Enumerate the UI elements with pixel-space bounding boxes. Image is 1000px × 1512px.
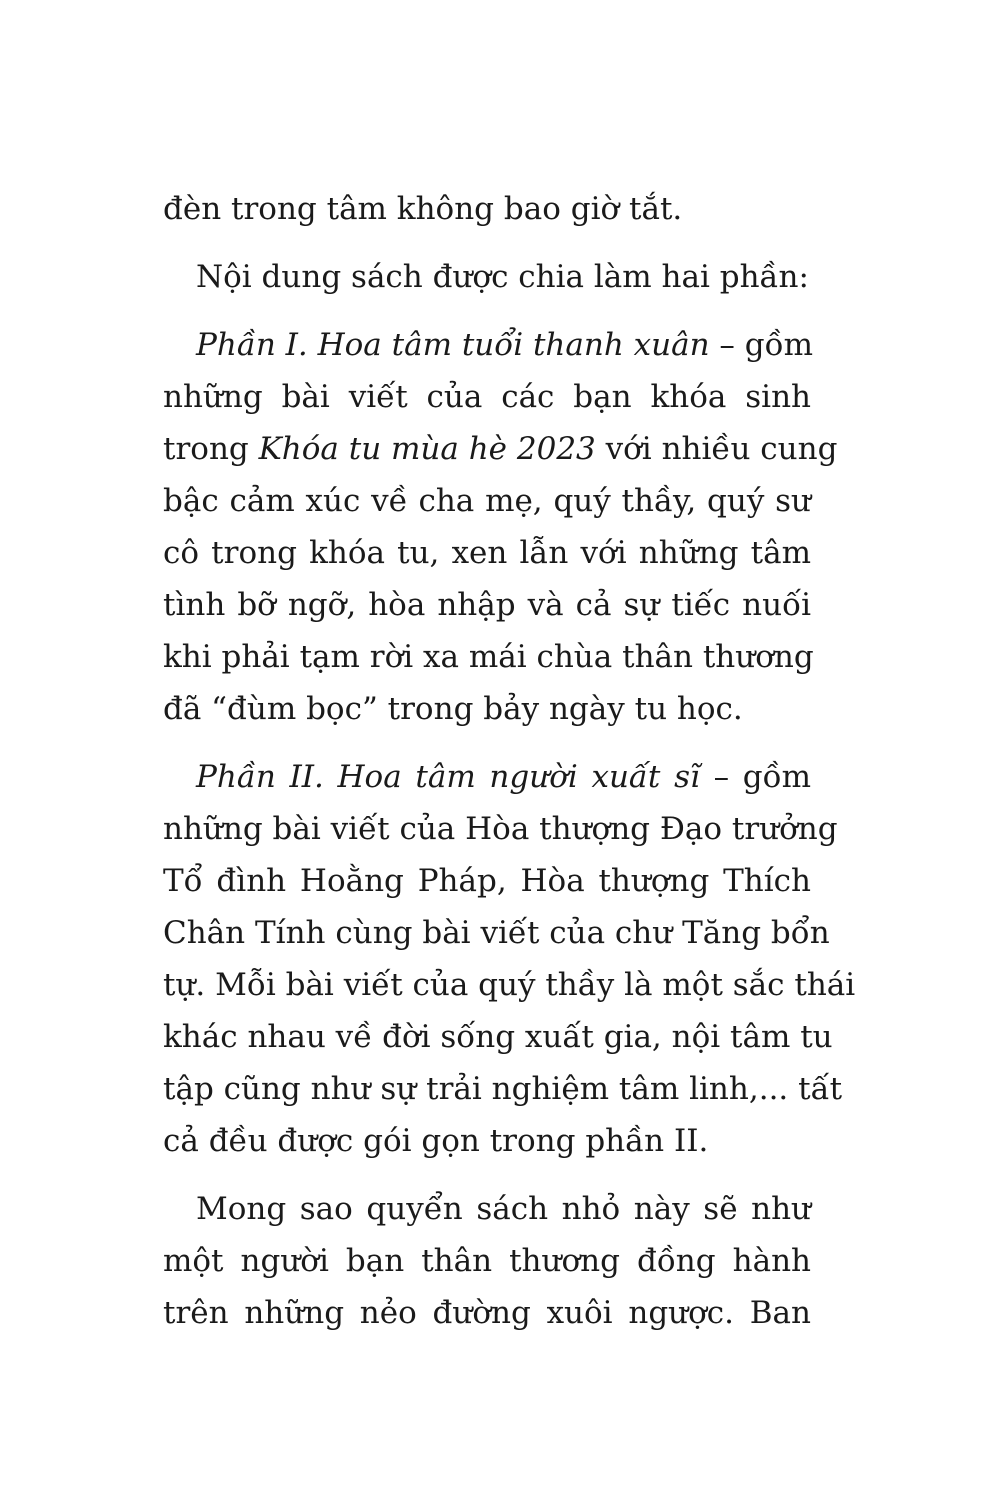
text-segment: khác nhau về đời sống xuất gia, nội tâm tu — [163, 1019, 833, 1055]
paragraph-intro-end — [163, 183, 811, 235]
text-segment: trong — [163, 431, 259, 467]
text-line — [163, 1011, 833, 1063]
paragraph-part-two — [163, 751, 856, 1167]
text-line — [163, 803, 838, 855]
text-line — [163, 683, 811, 735]
text-segment: Chân Tính cùng bài viết của chư Tăng bổn — [163, 915, 830, 951]
text-line — [163, 251, 811, 303]
text-line — [163, 1235, 811, 1287]
text-line — [163, 1183, 811, 1235]
text-line — [163, 1287, 811, 1339]
text-segment: khi phải tạm rời xa mái chùa thân thương — [163, 639, 814, 675]
text-line — [163, 1115, 811, 1167]
text-segment: trên những nẻo đường xuôi ngược. Ban — [163, 1295, 811, 1331]
text-line — [163, 423, 838, 475]
text-line — [163, 631, 814, 683]
text-line — [163, 1063, 843, 1115]
text-segment: tình bỡ ngỡ, hòa nhập và cả sự tiếc nuối — [163, 587, 811, 623]
text-line — [163, 855, 811, 907]
text-segment: một người bạn thân thương đồng hành — [163, 1243, 811, 1279]
paragraph-closing — [163, 1183, 811, 1339]
text-segment: – gồm — [709, 327, 813, 363]
text-line — [163, 959, 856, 1011]
text-line — [163, 183, 811, 235]
text-segment: với nhiều cung — [595, 431, 838, 467]
text-line — [163, 907, 830, 959]
text-segment: tự. Mỗi bài viết của quý thầy là một sắc thái — [163, 967, 856, 1003]
retreat-title: Khóa tu mùa hè 2023 — [258, 431, 596, 467]
part-two-title: Phần II. Hoa tâm người xuất sĩ — [196, 759, 700, 795]
text-segment: tập cũng như sự trải nghiệm tâm linh,... tất — [163, 1071, 843, 1107]
paragraph-contents-intro — [163, 251, 811, 303]
text-segment: đèn trong tâm không bao giờ tắt. — [163, 191, 683, 227]
text-segment: bậc cảm xúc về cha mẹ, quý thầy, quý sư — [163, 483, 811, 519]
text-segment: cô trong khóa tu, xen lẫn với những tâm — [163, 535, 811, 571]
text-segment: Tổ đình Hoằng Pháp, Hòa thượng Thích — [163, 863, 811, 899]
text-segment: – gồm — [699, 759, 811, 795]
text-segment: những bài viết của các bạn khóa sinh — [163, 379, 811, 415]
text-line — [163, 527, 811, 579]
text-line — [163, 371, 811, 423]
page-body — [163, 183, 856, 1355]
text-segment: Nội dung sách được chia làm hai phần: — [196, 259, 809, 295]
text-line — [163, 475, 811, 527]
part-one-title: Phần I. Hoa tâm tuổi thanh xuân — [196, 327, 710, 363]
text-segment: cả đều được gói gọn trong phần II. — [163, 1123, 709, 1159]
text-segment: đã “đùm bọc” trong bảy ngày tu học. — [163, 691, 743, 727]
paragraph-part-one — [163, 319, 838, 735]
text-line — [163, 751, 811, 803]
text-line — [163, 319, 811, 371]
text-segment: những bài viết của Hòa thượng Đạo trưởng — [163, 811, 838, 847]
text-line — [163, 579, 811, 631]
text-segment: Mong sao quyển sách nhỏ này sẽ như — [196, 1191, 811, 1227]
